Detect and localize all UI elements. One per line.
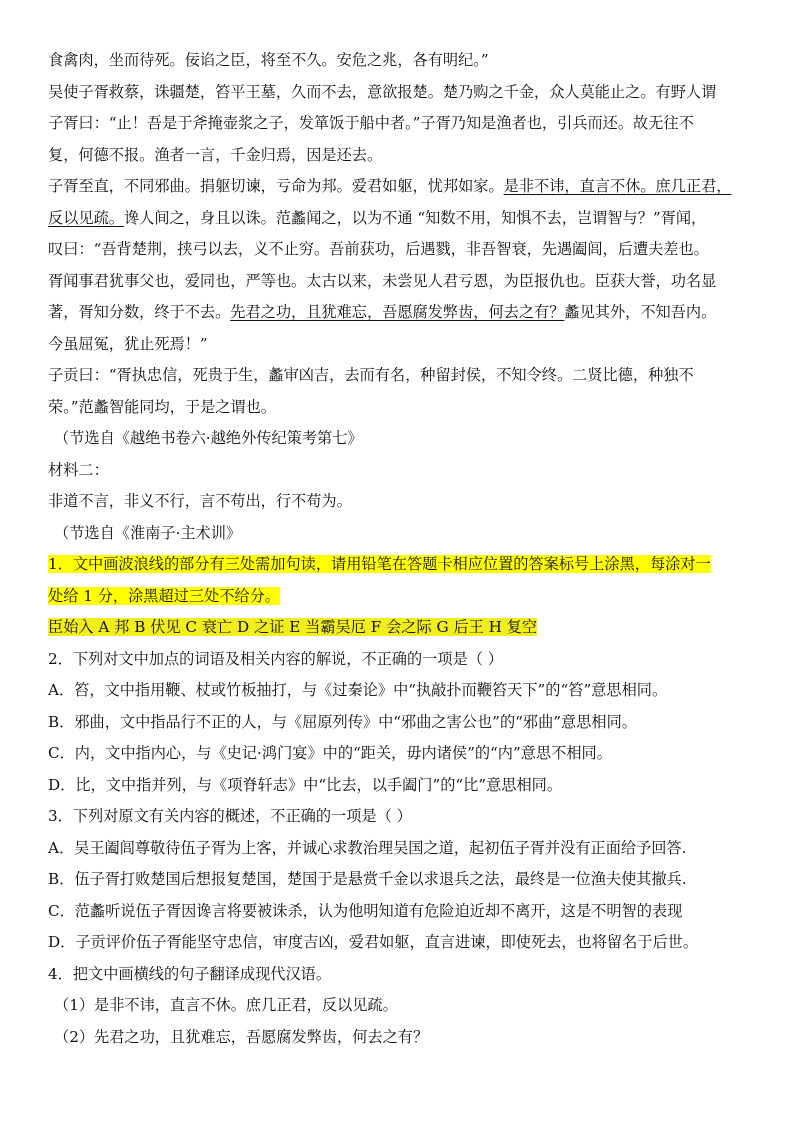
question-3-option-c: C．范蠡听说伍子胥因谗言将要被诛杀，认为他明知道有危险迫近却不离开，这是不明智的表现 (48, 901, 683, 920)
question-1-options: 臣始入 A 邦 B 伏见 C 衰亡 D 之证 E 当霸吴厄 F 会之际 G 后王 H 复空 (48, 618, 538, 636)
question-1-stem: 1．文中画波浪线的部分有三处需加句读，请用铅笔在答题卡相应位置的答案标号上涂黑，每涂对一 (48, 555, 711, 573)
text-span: 子胥至直，不同邪曲。捐躯切谏，亏命为邦。爱君如躯，忧邦如家。 (48, 177, 504, 195)
underlined-sentence-1-end: 反以见疏。 (48, 208, 124, 227)
passage1-line: 叹曰：“吾背楚荆，挟弓以去，义不止穷。吾前获功，后遇戮，非吾智衰，先遇阖闾，后遭夫差也。 (48, 240, 709, 258)
question-4-sentence-1: （1）是非不讳，直言不休。庶几正君，反以见疏。 (54, 996, 398, 1014)
passage2-label: 材料二： (48, 460, 109, 479)
question-3-option-b: B．伍子胥打败楚国后想报复楚国，楚国于是悬赏千金以求退兵之法，最终是一位渔夫使其撤兵. (48, 870, 687, 888)
passage1-line: 复，何德不报。渔者一言，千金归焉，因是还去。 (48, 145, 383, 164)
passage1-line: 今虽屈冤，犹止死焉！” (48, 334, 208, 353)
passage2-text: 非道不言，非义不行，言不苟出，行不苟为。 (48, 492, 352, 510)
passage1-line: 胥闻事君犹事父也，爱同也，严等也。太古以来，未尝见人君亏恩，为臣报仇也。臣获大誉，功名显 (48, 271, 717, 290)
question-3-option-d: D．子贡评价伍子胥能坚守忠信，审度吉凶，爱君如躯，直言进谏，即使死去，也将留名于后世。 (48, 933, 699, 951)
underlined-sentence-1: 是非不讳，直言不休。庶几正君， (503, 177, 732, 195)
question-1-line (48, 549, 760, 581)
question-3-stem: 3．下列对原文有关内容的概述，不正确的一项是（ ） (48, 807, 412, 825)
text-span: 蠡见其外，不知吾内。 (564, 303, 717, 321)
question-2-option-b: B．邪曲，文中指品行不正的人，与《屈原列传》中“邪曲之害公也”的“邪曲”意思相同。 (48, 712, 637, 731)
text-span: 谗人间之，身且以诛。范蠡闻之，以为不通 “知数不用，知惧不去，岂谓智与？”胥闻， (123, 208, 707, 227)
document-page (48, 45, 760, 1053)
question-1-line (48, 581, 760, 613)
passage2-source: （节选自《淮南子·主术训》 (54, 523, 242, 542)
passage1-line: 吴使子胥救蔡，诛疆楚，笞平王墓，久而不去，意欲报楚。楚乃购之千金，众人莫能止之。有野人谓 (48, 82, 717, 101)
question-1-options-line (48, 612, 760, 644)
passage1-line (48, 203, 760, 235)
passage1-line: 子贡曰：“胥执忠信，死贵于生，蠡审凶吉，去而有名，种留封侯，不知令终。二贤比德，种独不 (48, 366, 694, 384)
question-4-stem: 4．把文中画横线的句子翻译成现代汉语。 (48, 964, 332, 983)
passage1-line: 子胥曰：“止！吾是于斧掩壶浆之子，发箪饭于船中者。”子胥乃知是渔者也，引兵而还。故无往不 (48, 114, 694, 132)
passage1-line: 荣。”范蠡智能同均，于是之谓也。 (48, 397, 276, 416)
passage1-line (48, 171, 760, 203)
question-2-stem: 2．下列对文中加点的词语及相关内容的解说，不正确的一项是（ ） (48, 649, 503, 668)
passage1-line: 食禽肉，坐而待死。佞谄之臣，将至不久。安危之兆，各有明纪。” (48, 51, 489, 69)
passage1-source: （节选自《越绝书卷六·越绝外传纪策考第七》 (54, 429, 363, 447)
passage1-line (48, 297, 760, 329)
question-1-stem-end: 处给 1 分，涂黑超过三处不给分。 (48, 586, 280, 605)
question-2-option-c: C．内，文中指内心，与《史记·鸿门宴》中的“距关，毋内诸侯”的“内”意思不相同。 (48, 744, 612, 762)
text-span: 著，胥知分数，终于不去。 (48, 303, 231, 321)
question-4-sentence-2: （2）先君之功，且犹难忘，吾愿腐发弊齿，何去之有？ (54, 1027, 429, 1046)
underlined-sentence-2: 先君之功，且犹难忘，吾愿腐发弊齿，何去之有？ (230, 303, 565, 321)
question-2-option-a: A．笞，文中指用鞭、杖或竹板抽打，与《过秦论》中“执敲扑而鞭笞天下”的“笞”意思相同。 (48, 681, 668, 699)
question-3-option-a: A．吴王阖闾尊敬待伍子胥为上客，并诚心求教治理吴国之道，起初伍子胥并没有正面给予回答. (48, 838, 687, 857)
question-2-option-d: D．比，文中指并列，与《项脊轩志》中“比去，以手阖门”的“比”意思相同。 (48, 775, 563, 794)
